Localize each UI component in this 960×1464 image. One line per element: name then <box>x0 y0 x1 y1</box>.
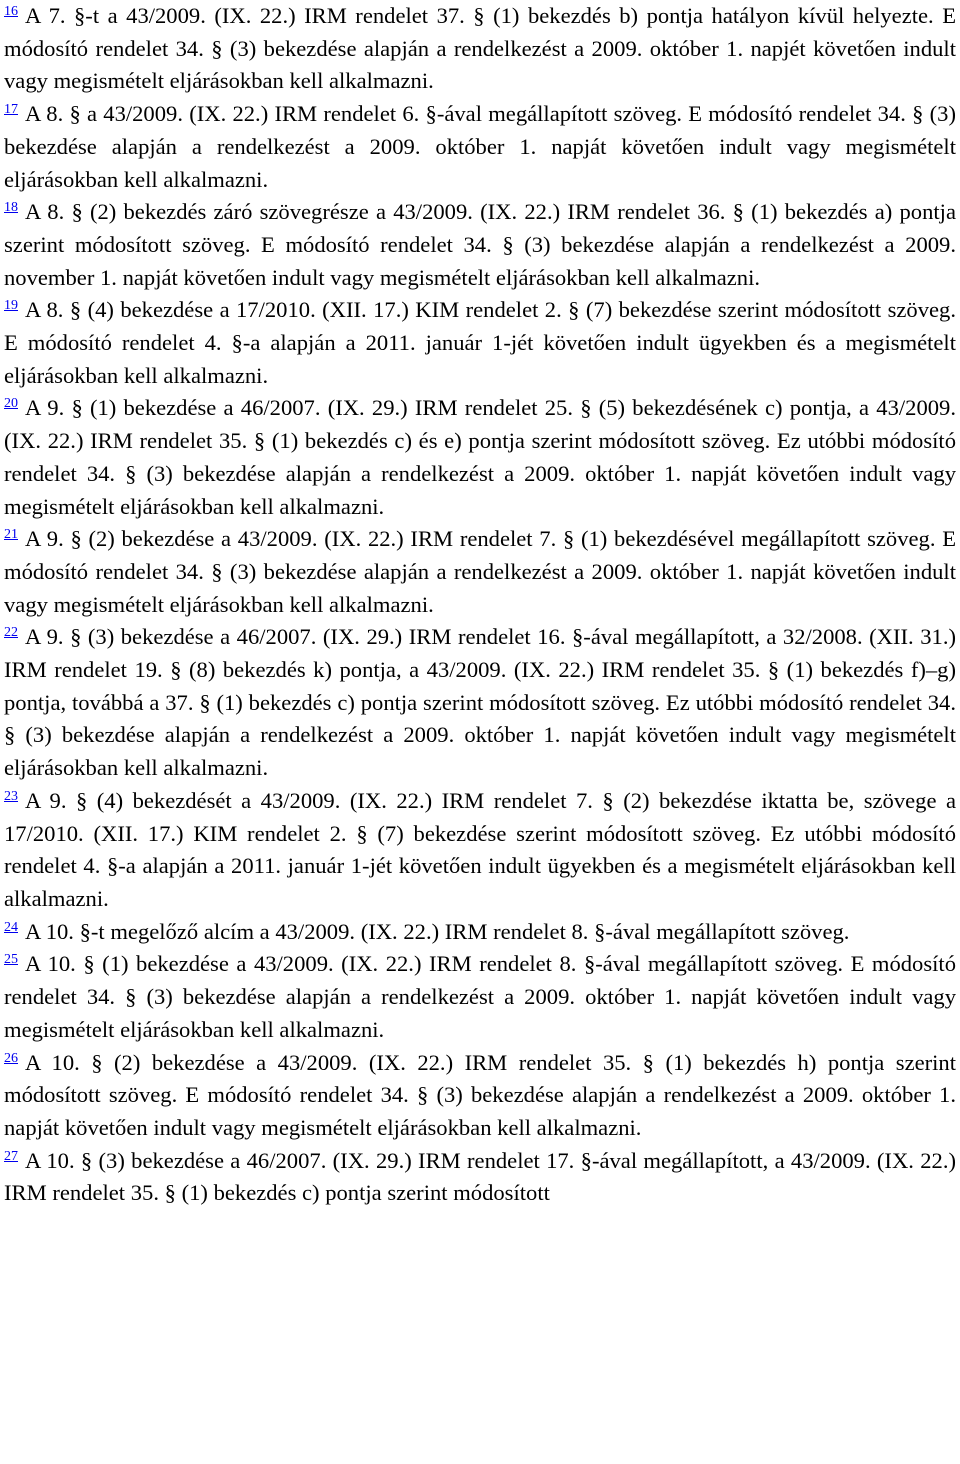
footnote-ref-link[interactable]: 27 <box>4 1148 18 1164</box>
footnote-17 <box>4 98 956 196</box>
footnote-text: A 10. § (2) bekezdése a 43/2009. (IX. 22.) IRM rendelet 35. § (1) bekezdés h) pontja szerint módosított szöveg. E módosító rendelet 34. § (3) bekezdése alapján a rendelkezést a 2009. október 1. napját követően indult vagy megismételt eljárásokban kell alkalmazni. <box>4 1049 956 1140</box>
footnote-ref-link[interactable]: 16 <box>4 4 18 19</box>
footnote-24 <box>4 916 956 949</box>
footnote-25 <box>4 948 956 1046</box>
footnote-26 <box>4 1047 956 1145</box>
footnote-19 <box>4 294 956 392</box>
footnote-text: A 9. § (3) bekezdése a 46/2007. (IX. 29.) IRM rendelet 16. §-ával megállapított, a 32/2008. (XII. 31.) IRM rendelet 19. § (8) bekezdés k) pontja, a 43/2009. (IX. 22.) IRM rendelet 35. § (1) bekezdés f)–g) pontja, továbbá a 37. § (1) bekezdés c) pontja szerint módosított szöveg. Ez utóbbi módosító rendelet 34. § (3) bekezdése alapján a rendelkezést a 2009. október 1. napját követően indult vagy megismételt eljárásokban kell alkalmazni. <box>4 624 956 781</box>
footnote-text: A 10. § (1) bekezdése a 43/2009. (IX. 22.) IRM rendelet 8. §-ával megállapított szöveg. E módosító rendelet 34. § (3) bekezdése alapján a rendelkezést a 2009. október 1. napját követően indult vagy megismételt eljárásokban kell alkalmazni. <box>4 951 956 1042</box>
footnote-ref-link[interactable]: 19 <box>4 298 18 314</box>
footnote-ref-link[interactable]: 22 <box>4 625 18 641</box>
footnote-text: A 9. § (2) bekezdése a 43/2009. (IX. 22.) IRM rendelet 7. § (1) bekezdésével megállapított szöveg. E módosító rendelet 34. § (3) bekezdése alapján a rendelkezést a 2009. október 1. napját követően indult vagy megismételt eljárásokban kell alkalmazni. <box>4 526 956 617</box>
footnote-ref-link[interactable]: 17 <box>4 102 18 118</box>
footnote-text: A 8. § (4) bekezdése a 17/2010. (XII. 17.) KIM rendelet 2. § (7) bekezdése szerint módosított szöveg. E módosító rendelet 4. §-a alapján a 2011. január 1-jét követően indult ügyekben és a megismételt eljárásokban kell alkalmazni. <box>4 297 956 388</box>
footnote-23 <box>4 785 956 916</box>
footnote-22 <box>4 621 956 785</box>
footnote-text: A 9. § (4) bekezdését a 43/2009. (IX. 22.) IRM rendelet 7. § (2) bekezdése iktatta be, szövege a 17/2010. (XII. 17.) KIM rendelet 2. § (7) bekezdése szerint módosított szöveg. Ez utóbbi módosító rendelet 4. §-a alapján a 2011. január 1-jét követően indult ügyekben és a megismételt eljárásokban kell alkalmazni. <box>4 787 956 911</box>
footnote-ref-link[interactable]: 25 <box>4 952 18 968</box>
footnote-16 <box>4 0 956 98</box>
footnote-18 <box>4 196 956 294</box>
footnote-text: A 10. § (3) bekezdése a 46/2007. (IX. 29.) IRM rendelet 17. §-ával megállapított, a 43/2009. (IX. 22.) IRM rendelet 35. § (1) bekezdés c) pontja szerint módosított <box>4 1147 956 1206</box>
footnote-text: A 8. § (2) bekezdés záró szövegrésze a 43/2009. (IX. 22.) IRM rendelet 36. § (1) bekezdés a) pontja szerint módosított szöveg. E módosító rendelet 34. § (3) bekezdése alapján a rendelkezést a 2009. november 1. napját követően indult vagy megismételt eljárásokban kell alkalmazni. <box>4 199 956 290</box>
footnote-ref-link[interactable]: 26 <box>4 1050 18 1066</box>
footnote-20 <box>4 392 956 523</box>
footnote-ref-link[interactable]: 20 <box>4 396 18 412</box>
footnote-21 <box>4 523 956 621</box>
footnote-ref-link[interactable]: 23 <box>4 788 18 804</box>
footnote-text: A 10. §-t megelőző alcím a 43/2009. (IX. 22.) IRM rendelet 8. §-ával megállapított szöveg. <box>25 918 850 944</box>
footnote-text: A 9. § (1) bekezdése a 46/2007. (IX. 29.) IRM rendelet 25. § (5) bekezdésének c) pontja, a 43/2009. (IX. 22.) IRM rendelet 35. § (1) bekezdés c) és e) pontja szerint módosított szöveg. Ez utóbbi módosító rendelet 34. § (3) bekezdése alapján a rendelkezést a 2009. október 1. napját követően indult vagy megismételt eljárásokban kell alkalmazni. <box>4 395 956 519</box>
footnote-ref-link[interactable]: 21 <box>4 527 18 543</box>
footnote-text: A 7. §-t a 43/2009. (IX. 22.) IRM rendelet 37. § (1) bekezdés b) pontja hatályon kívül helyezte. E módosító rendelet 34. § (3) bekezdése alapján a rendelkezést a 2009. október 1. napjét követően indult vagy megismételt eljárásokban kell alkalmazni. <box>4 3 956 94</box>
footnote-ref-link[interactable]: 18 <box>4 200 18 216</box>
footnote-ref-link[interactable]: 24 <box>4 919 18 935</box>
footnote-text: A 8. § a 43/2009. (IX. 22.) IRM rendelet 6. §-ával megállapított szöveg. E módosító rendelet 34. § (3) bekezdése alapján a rendelkezést a 2009. október 1. napját követően indult vagy megismételt eljárásokban kell alkalmazni. <box>4 101 956 192</box>
footnote-27 <box>4 1145 956 1210</box>
